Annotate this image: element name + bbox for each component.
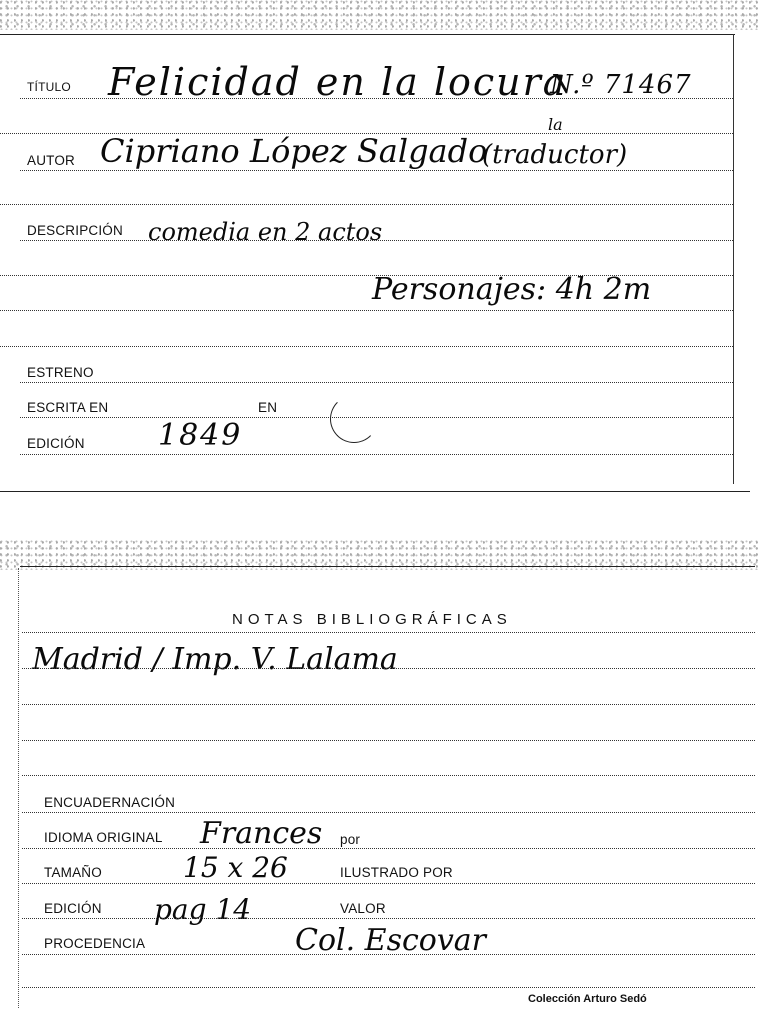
rule-line — [0, 310, 733, 311]
tamano-value: 15 x 26 — [183, 851, 288, 884]
edicion-line — [20, 454, 733, 455]
personajes-value: Personajes: 4h 2m — [372, 272, 652, 307]
collection-footer: Colección Arturo Sedó — [528, 993, 647, 1005]
edicion-label: EDICIÓN — [27, 436, 85, 451]
edicion-value-back: pag 14 — [154, 893, 252, 926]
card-speckle-edge — [0, 0, 759, 30]
ink-blot — [330, 395, 378, 443]
card-left-border — [18, 568, 19, 1008]
procedencia-label: PROCEDENCIA — [44, 936, 146, 951]
notas-header: NOTAS BIBLIOGRÁFICAS — [232, 611, 512, 628]
estreno-line — [20, 382, 733, 383]
edicion-value: 1849 — [158, 418, 243, 453]
escrita-en-label: ESCRITA EN — [27, 400, 109, 415]
descripcion-label: DESCRIPCIÓN — [27, 223, 123, 238]
titulo-label: TÍTULO — [27, 80, 71, 94]
autor-value: Cipriano López Salgado — [100, 132, 488, 170]
card-top-border — [20, 566, 755, 567]
tamano-label: TAMAÑO — [44, 865, 102, 880]
card-right-border — [733, 34, 734, 484]
estreno-label: ESTRENO — [27, 365, 94, 380]
idioma-line — [22, 848, 755, 849]
rule-line — [0, 346, 733, 347]
encuadernacion-label: ENCUADERNACIÓN — [44, 795, 176, 810]
edicion-line-back — [22, 918, 755, 919]
rule-line — [22, 987, 755, 988]
encuadernacion-line — [22, 812, 755, 813]
catalog-card-front — [0, 0, 759, 495]
autor-label: AUTOR — [27, 153, 76, 168]
header-line — [22, 632, 755, 633]
en-label: EN — [258, 400, 278, 415]
card-bottom-border — [0, 491, 750, 492]
notas-value: Madrid / Imp. V. Lalama — [32, 642, 398, 677]
rule-line — [0, 204, 733, 205]
notas-line — [22, 668, 755, 669]
tamano-line — [22, 883, 755, 884]
autor-note-sup: la — [548, 115, 563, 134]
autor-line — [20, 170, 733, 171]
rule-line — [22, 775, 755, 776]
catalog-number: N.º 71467 — [550, 70, 692, 100]
rule-line — [22, 740, 755, 741]
catalog-card-back — [0, 538, 759, 1028]
rule-line — [22, 704, 755, 705]
idioma-value: Frances — [200, 816, 323, 851]
por-label: por — [340, 832, 361, 847]
autor-note: (traductor) — [482, 140, 628, 170]
procedencia-value: Col. Escovar — [295, 923, 487, 958]
titulo-line — [20, 98, 733, 99]
edicion-label-back: EDICIÓN — [44, 901, 102, 916]
idioma-label: IDIOMA ORIGINAL — [44, 830, 163, 845]
titulo-value: Felicidad en la locura — [108, 60, 568, 104]
card-top-border — [0, 34, 735, 35]
descripcion-value: comedia en 2 actos — [148, 218, 383, 246]
procedencia-line — [22, 954, 755, 955]
descripcion-line — [20, 240, 733, 241]
valor-label: VALOR — [340, 901, 386, 916]
ilustrado-label: ILUSTRADO POR — [340, 865, 453, 880]
